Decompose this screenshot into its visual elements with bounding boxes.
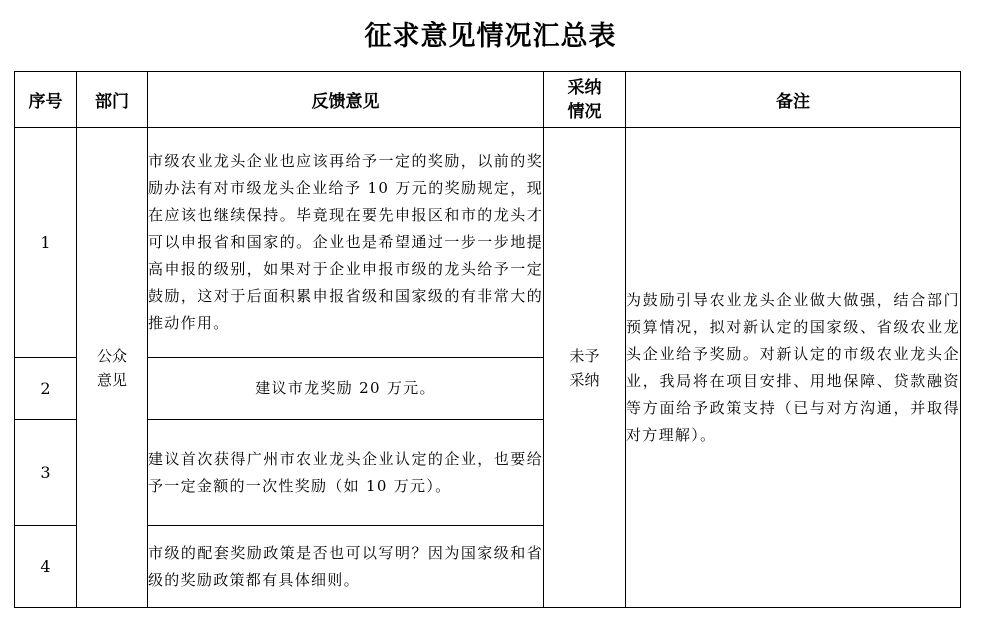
department-line1: 公众 bbox=[96, 346, 127, 365]
header-department: 部门 bbox=[77, 72, 148, 128]
table-row bbox=[15, 128, 961, 358]
opinion-summary-table bbox=[14, 71, 961, 608]
header-index: 序号 bbox=[15, 72, 77, 128]
department-line2: 意见 bbox=[96, 370, 127, 389]
adoption-line1: 未予 bbox=[569, 346, 600, 365]
feedback-cell: 市级农业龙头企业也应该再给予一定的奖励，以前的奖励办法有对市级龙头企业给予 10 万元的奖励规定，现在应该也继续保持。毕竟现在要先申报区和市的龙头才可以申报省和国家的。企业也是希望通过一步一步地提高申报的级别，如果对于企业申报市级的龙头给予一定鼓励，这对于后面积累申报省级和国家级的有非常大的推动作用。 bbox=[148, 128, 544, 358]
header-feedback: 反馈意见 bbox=[148, 72, 544, 128]
row-index: 3 bbox=[15, 420, 77, 526]
feedback-cell: 建议首次获得广州市农业龙头企业认定的企业，也要给予一定金额的一次性奖励（如 10 万元）。 bbox=[148, 420, 544, 526]
remarks-cell: 为鼓励引导农业龙头企业做大做强，结合部门预算情况，拟对新认定的国家级、省级农业龙头企业给予奖励。对新认定的市级农业龙头企业，我局将在项目安排、用地保障、贷款融资等方面给予政策支持（已与对方沟通，并取得对方理解）。 bbox=[626, 128, 961, 608]
header-remarks: 备注 bbox=[626, 72, 961, 128]
adoption-status-cell bbox=[544, 128, 626, 608]
row-index: 1 bbox=[15, 128, 77, 358]
adoption-line2: 采纳 bbox=[569, 370, 600, 389]
department-cell bbox=[77, 128, 148, 608]
row-index: 2 bbox=[15, 358, 77, 420]
header-adoption bbox=[544, 72, 626, 128]
page-title: 征求意见情况汇总表 bbox=[364, 21, 617, 52]
header-adoption-line2: 情况 bbox=[567, 101, 602, 122]
header-adoption-line1: 采纳 bbox=[567, 77, 602, 98]
feedback-cell: 建议市龙奖励 20 万元。 bbox=[148, 358, 544, 420]
feedback-cell: 市级的配套奖励政策是否也可以写明？因为国家级和省级的奖励政策都有具体细则。 bbox=[148, 526, 544, 608]
row-index: 4 bbox=[15, 526, 77, 608]
table-header-row bbox=[15, 72, 961, 128]
